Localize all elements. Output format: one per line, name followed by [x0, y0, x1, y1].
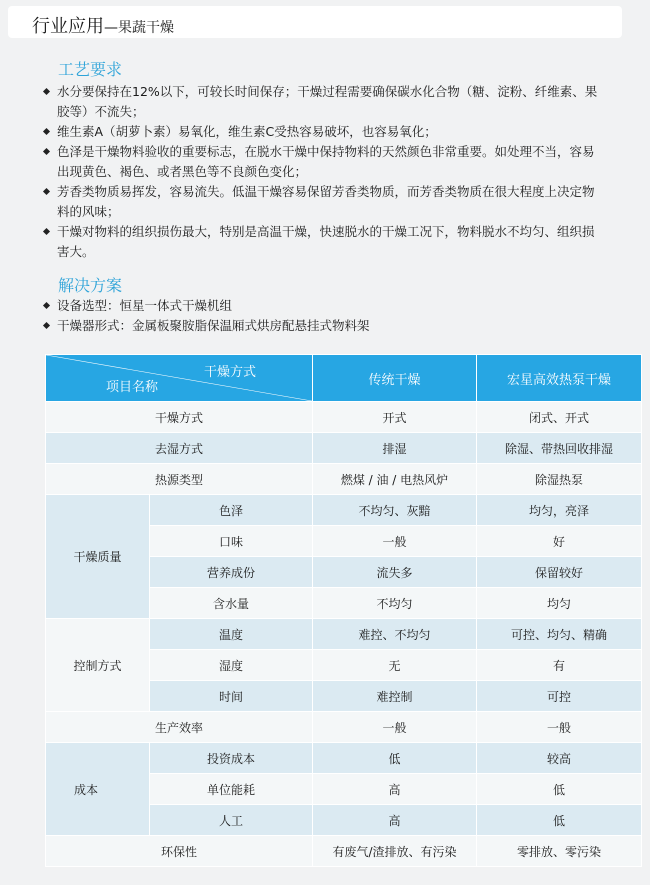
row-label: 时间 — [150, 681, 313, 712]
heat-pump-value: 好 — [477, 526, 642, 557]
heat-pump-value: 低 — [477, 805, 642, 836]
process-list — [44, 82, 604, 262]
table-row — [46, 836, 642, 867]
comparison-table — [45, 354, 642, 867]
header-item-name: 项目名称 — [106, 380, 159, 395]
heat-pump-value: 除湿、带热回收排湿 — [477, 433, 642, 464]
traditional-value: 一般 — [313, 526, 477, 557]
row-label: 环保性 — [46, 836, 313, 867]
header-traditional: 传统干燥 — [313, 355, 477, 402]
traditional-value: 不均匀、灰黯 — [313, 495, 477, 526]
row-label: 去湿方式 — [46, 433, 313, 464]
row-label: 含水量 — [150, 588, 313, 619]
heat-pump-value: 可控 — [477, 681, 642, 712]
diamond-bullet-icon — [43, 322, 50, 329]
header-bar — [8, 6, 622, 38]
list-item: 色泽是干燥物料验收的重要标志，在脱水干燥中保持物料的天然颜色非常重要。如处理不当，容易出现黄色、褐色、或者黑色等不良颜色变化； — [44, 142, 604, 182]
table-row — [46, 619, 642, 650]
group-label-control: 控制方式 — [46, 619, 150, 712]
heat-pump-value: 较高 — [477, 743, 642, 774]
heat-pump-value: 零排放、零污染 — [477, 836, 642, 867]
list-item: 设备选型：恒星一体式干燥机组 — [44, 296, 604, 316]
traditional-value: 开式 — [313, 402, 477, 433]
traditional-value: 排湿 — [313, 433, 477, 464]
row-label: 湿度 — [150, 650, 313, 681]
diamond-bullet-icon — [43, 128, 50, 135]
heat-pump-value: 一般 — [477, 712, 642, 743]
diamond-bullet-icon — [43, 148, 50, 155]
heat-pump-value: 可控、均匀、精确 — [477, 619, 642, 650]
traditional-value: 燃煤 / 油 / 电热风炉 — [313, 464, 477, 495]
page-subtitle: —果蔬干燥 — [104, 20, 174, 36]
heat-pump-value: 均匀，亮泽 — [477, 495, 642, 526]
row-label: 生产效率 — [46, 712, 313, 743]
row-label: 口味 — [150, 526, 313, 557]
row-label: 人工 — [150, 805, 313, 836]
table-row — [46, 433, 642, 464]
diamond-bullet-icon — [43, 228, 50, 235]
heat-pump-value: 除湿热泵 — [477, 464, 642, 495]
table-row — [46, 402, 642, 433]
traditional-value: 难控、不均匀 — [313, 619, 477, 650]
traditional-value: 不均匀 — [313, 588, 477, 619]
heat-pump-value: 有 — [477, 650, 642, 681]
traditional-value: 无 — [313, 650, 477, 681]
group-label-cost: 成本 — [46, 743, 150, 836]
page-title: 行业应用—果蔬干燥 — [32, 16, 174, 37]
solution-section-title: 解决方案 — [58, 276, 123, 295]
diamond-bullet-icon — [43, 88, 50, 95]
traditional-value: 高 — [313, 774, 477, 805]
row-label: 热源类型 — [46, 464, 313, 495]
traditional-value: 高 — [313, 805, 477, 836]
diamond-bullet-icon — [43, 302, 50, 309]
list-item: 维生素A（胡萝卜素）易氧化，维生素C受热容易破坏，也容易氧化； — [44, 122, 604, 142]
table-row — [46, 743, 642, 774]
solution-list — [44, 296, 604, 336]
heat-pump-value: 保留较好 — [477, 557, 642, 588]
list-item: 干燥器形式：金属板聚胺脂保温厢式烘房配悬挂式物料架 — [44, 316, 604, 336]
diamond-bullet-icon — [43, 188, 50, 195]
list-item: 干燥对物料的组织损伤最大，特别是高温干燥，快速脱水的干燥工况下，物料脱水不均匀、组织损害大。 — [44, 222, 604, 262]
diagonal-line — [46, 355, 312, 401]
traditional-value: 流失多 — [313, 557, 477, 588]
traditional-value: 一般 — [313, 712, 477, 743]
row-label: 色泽 — [150, 495, 313, 526]
header-drying-method: 干燥方式 — [203, 365, 256, 380]
row-label: 投资成本 — [150, 743, 313, 774]
table-row — [46, 712, 642, 743]
heat-pump-value: 闭式、开式 — [477, 402, 642, 433]
group-label-quality: 干燥质量 — [46, 495, 150, 619]
row-label: 温度 — [150, 619, 313, 650]
process-section-title: 工艺要求 — [58, 60, 123, 79]
table-row — [46, 495, 642, 526]
list-item: 水分要保持在12%以下，可较长时间保存；干燥过程需要确保碳水化合物（糖、淀粉、纤维素、果胶等）不流失； — [44, 82, 604, 122]
heat-pump-value: 均匀 — [477, 588, 642, 619]
row-label: 营养成份 — [150, 557, 313, 588]
table-row — [46, 464, 642, 495]
traditional-value: 难控制 — [313, 681, 477, 712]
header-heat-pump: 宏星高效热泵干燥 — [477, 355, 642, 402]
row-label: 干燥方式 — [46, 402, 313, 433]
traditional-value: 有废气/渣排放、有污染 — [313, 836, 477, 867]
row-label: 单位能耗 — [150, 774, 313, 805]
list-item: 芳香类物质易挥发，容易流失。低温干燥容易保留芳香类物质，而芳香类物质在很大程度上决定物料的风味； — [44, 182, 604, 222]
diagonal-header-cell — [46, 355, 313, 402]
traditional-value: 低 — [313, 743, 477, 774]
heat-pump-value: 低 — [477, 774, 642, 805]
